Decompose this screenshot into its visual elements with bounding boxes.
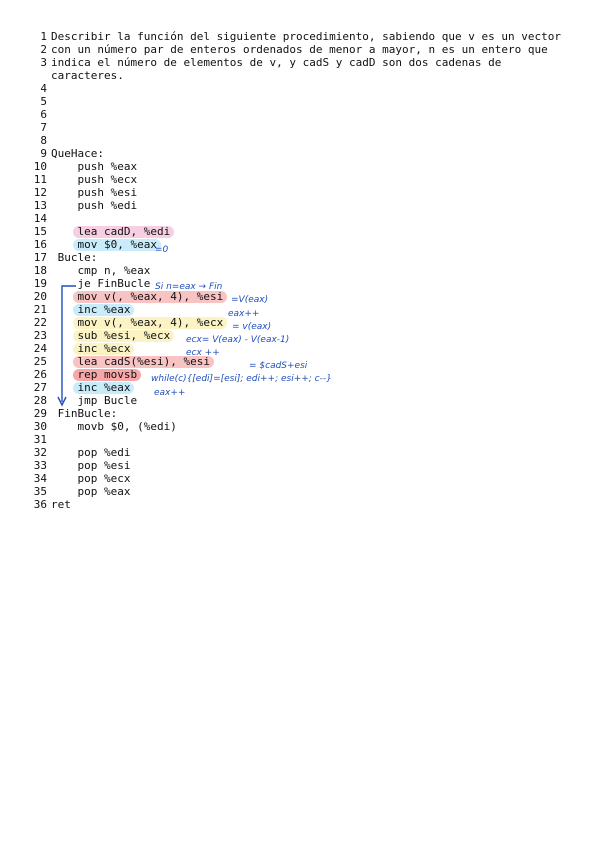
line-number: 33 (33, 459, 47, 472)
line-number: 2 (40, 43, 47, 56)
line-number: 23 (33, 329, 47, 342)
line-number: 13 (33, 199, 47, 212)
line-number: 31 (33, 433, 47, 446)
line-text: movb $0, (%edi) (51, 420, 177, 433)
line-number: 6 (40, 108, 47, 121)
line-text: push %ecx (51, 173, 138, 186)
line-number: 10 (33, 160, 47, 173)
note-esi-v: =V(eax) (231, 295, 269, 305)
line-text: lea cadD, %edi (51, 225, 171, 238)
line-text: con un número par de enteros ordenados de menor a mayor, n es un entero que (51, 43, 548, 56)
line-text: Bucle: (51, 251, 98, 264)
line-number: 19 (33, 277, 47, 290)
line-number: 35 (33, 485, 47, 498)
line-number: 14 (33, 212, 47, 225)
line-number: 4 (40, 82, 47, 95)
line-text: mov v(, %eax, 4), %esi (51, 290, 224, 303)
line-number: 17 (33, 251, 47, 264)
line-number: 3 (40, 56, 47, 69)
line-number: 1 (40, 30, 47, 43)
line-text: ret (51, 498, 71, 508)
line-number: 24 (33, 342, 47, 355)
line-text: QueHace: (51, 147, 104, 160)
line-number: 5 (40, 95, 47, 108)
line-number: 21 (33, 303, 47, 316)
line-text: je FinBucle (51, 277, 151, 290)
line-number: 7 (40, 121, 47, 134)
line-text: indica el número de elementos de v, y cadS y cadD son dos cadenas de (51, 56, 502, 69)
note-ecx-inc: ecx ++ (186, 348, 220, 358)
line-text: push %edi (51, 199, 138, 212)
note-movsb-loop: while(c){[edi]=[esi]; edi++; esi++; c--} (151, 374, 332, 384)
line-text: pop %ecx (51, 472, 131, 485)
line-number: 34 (33, 472, 47, 485)
line-text: mov v(, %eax, 4), %ecx (51, 316, 224, 329)
note-je-fin: Si n=eax → Fin (155, 282, 223, 292)
line-text: cmp n, %eax (51, 264, 151, 277)
line-text: FinBucle: (51, 407, 118, 420)
line-number: 15 (33, 225, 47, 238)
line-text: inc %ecx (51, 342, 131, 355)
line-number: 26 (33, 368, 47, 381)
line-number: 22 (33, 316, 47, 329)
line-number: 25 (33, 355, 47, 368)
line-number: 36 (33, 498, 47, 508)
line-text: pop %esi (51, 459, 131, 472)
line-text: push %esi (51, 186, 138, 199)
line-number: 18 (33, 264, 47, 277)
line-number: 30 (33, 420, 47, 433)
line-number: 9 (40, 147, 47, 160)
loop-arrow (62, 286, 76, 402)
line-text: Describir la función del siguiente procedimiento, sabiendo que v es un vector (51, 30, 561, 43)
note-ecx-v: = v(eax) (232, 322, 272, 332)
line-text: sub %esi, %ecx (51, 329, 171, 342)
line-text: push %eax (51, 160, 138, 173)
line-number: 29 (33, 407, 47, 420)
line-number: 28 (33, 394, 47, 407)
line-number: 12 (33, 186, 47, 199)
note-esi-cads: = $cadS+esi (249, 361, 308, 371)
line-text: pop %eax (51, 485, 131, 498)
line-number: 8 (40, 134, 47, 147)
line-text: inc %eax (51, 303, 131, 316)
line-text: rep movsb (51, 368, 138, 381)
line-number: 16 (33, 238, 47, 251)
line-text: jmp Bucle (51, 394, 138, 407)
note-eax-zero: =0 (155, 245, 169, 255)
line-number: 20 (33, 290, 47, 303)
note-eax-inc-2: eax++ (154, 388, 186, 398)
line-text: inc %eax (51, 381, 131, 394)
line-number: 11 (33, 173, 47, 186)
line-text: caracteres. (51, 69, 124, 82)
note-ecx-sub: ecx= V(eax) - V(eax-1) (186, 335, 290, 345)
line-number: 32 (33, 446, 47, 459)
line-text: mov $0, %eax (51, 238, 157, 251)
line-text: lea cadS(%esi), %esi (51, 355, 210, 368)
line-number: 27 (33, 381, 47, 394)
line-text: pop %edi (51, 446, 131, 459)
note-eax-inc-1: eax++ (228, 309, 260, 319)
